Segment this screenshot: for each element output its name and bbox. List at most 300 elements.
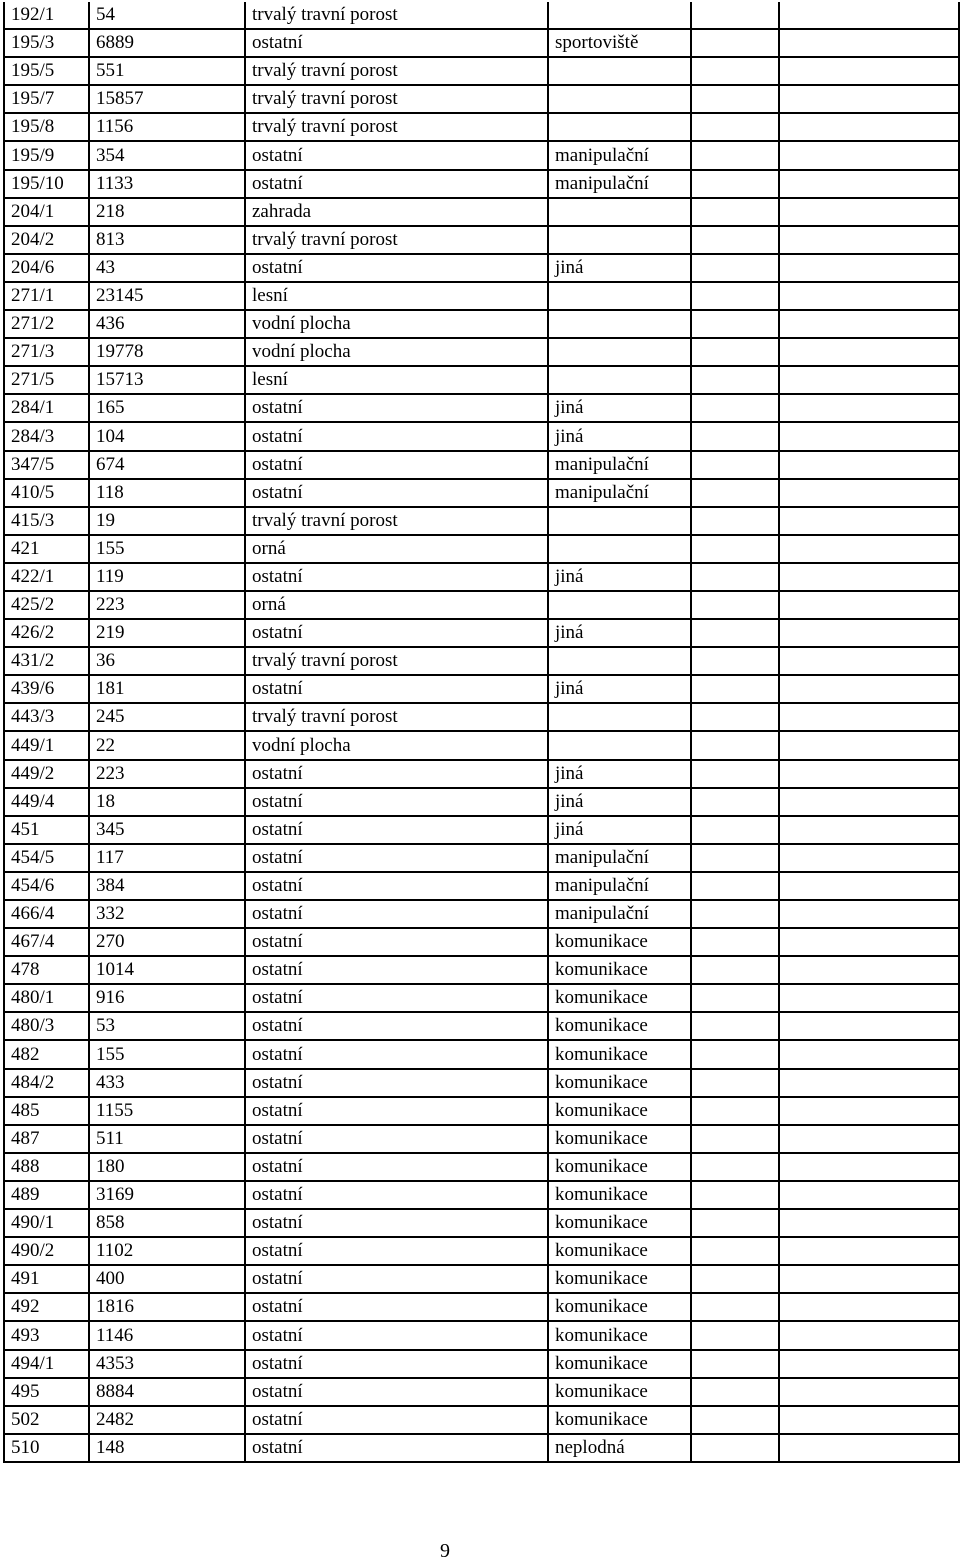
table-row: [4, 394, 959, 422]
area-cell: 19: [89, 507, 245, 535]
land-type-cell: ostatní: [245, 1181, 548, 1209]
table-row: [4, 422, 959, 450]
empty-cell: [691, 507, 779, 535]
empty-cell: [691, 29, 779, 57]
area-cell: 674: [89, 451, 245, 479]
area-cell: 384: [89, 872, 245, 900]
empty-cell: [779, 900, 959, 928]
area-cell: 15713: [89, 366, 245, 394]
parcel-number-cell: 425/2: [4, 591, 89, 619]
empty-cell: [779, 1125, 959, 1153]
land-type-cell: ostatní: [245, 422, 548, 450]
empty-cell: [779, 170, 959, 198]
parcel-number-cell: 478: [4, 956, 89, 984]
parcel-number-cell: 284/3: [4, 422, 89, 450]
land-type-cell: ostatní: [245, 254, 548, 282]
area-cell: 2482: [89, 1406, 245, 1434]
land-type-cell: ostatní: [245, 900, 548, 928]
land-type-cell: ostatní: [245, 1153, 548, 1181]
land-type-cell: ostatní: [245, 451, 548, 479]
parcel-number-cell: 466/4: [4, 900, 89, 928]
parcel-number-cell: 480/1: [4, 984, 89, 1012]
empty-cell: [691, 900, 779, 928]
land-type-cell: ostatní: [245, 29, 548, 57]
empty-cell: [691, 198, 779, 226]
land-use-cell: manipulační: [548, 451, 691, 479]
land-type-cell: ostatní: [245, 141, 548, 169]
empty-cell: [779, 2, 959, 29]
empty-cell: [691, 57, 779, 85]
empty-cell: [691, 338, 779, 366]
empty-cell: [691, 310, 779, 338]
land-type-cell: ostatní: [245, 1434, 548, 1462]
empty-cell: [779, 451, 959, 479]
table-row: [4, 760, 959, 788]
table-row: [4, 282, 959, 310]
area-cell: 345: [89, 816, 245, 844]
parcel-number-cell: 271/5: [4, 366, 89, 394]
land-type-cell: ostatní: [245, 1069, 548, 1097]
parcel-number-cell: 495: [4, 1378, 89, 1406]
empty-cell: [691, 1097, 779, 1125]
land-use-cell: [548, 647, 691, 675]
empty-cell: [691, 703, 779, 731]
land-use-cell: komunikace: [548, 1012, 691, 1040]
land-use-cell: jiná: [548, 254, 691, 282]
parcel-number-cell: 195/7: [4, 85, 89, 113]
parcel-number-cell: 195/8: [4, 113, 89, 141]
empty-cell: [691, 760, 779, 788]
land-use-cell: manipulační: [548, 141, 691, 169]
land-use-cell: jiná: [548, 675, 691, 703]
empty-cell: [779, 1406, 959, 1434]
empty-cell: [691, 1434, 779, 1462]
empty-cell: [779, 479, 959, 507]
parcel-number-cell: 489: [4, 1181, 89, 1209]
empty-cell: [691, 282, 779, 310]
area-cell: 117: [89, 844, 245, 872]
area-cell: 1133: [89, 170, 245, 198]
table-row: [4, 1350, 959, 1378]
land-use-cell: jiná: [548, 788, 691, 816]
empty-cell: [691, 1069, 779, 1097]
area-cell: 19778: [89, 338, 245, 366]
empty-cell: [691, 591, 779, 619]
area-cell: 436: [89, 310, 245, 338]
empty-cell: [691, 535, 779, 563]
area-cell: 916: [89, 984, 245, 1012]
parcel-number-cell: 493: [4, 1321, 89, 1349]
empty-cell: [779, 647, 959, 675]
land-type-cell: ostatní: [245, 1040, 548, 1068]
land-type-cell: ostatní: [245, 479, 548, 507]
land-use-cell: komunikace: [548, 1097, 691, 1125]
area-cell: 433: [89, 1069, 245, 1097]
empty-cell: [779, 310, 959, 338]
table-row: [4, 1434, 959, 1462]
table-row: [4, 1265, 959, 1293]
empty-cell: [779, 563, 959, 591]
area-cell: 119: [89, 563, 245, 591]
land-type-cell: trvalý travní porost: [245, 2, 548, 29]
empty-cell: [691, 1378, 779, 1406]
empty-cell: [691, 1209, 779, 1237]
land-type-cell: vodní plocha: [245, 731, 548, 759]
land-use-cell: [548, 113, 691, 141]
land-use-cell: komunikace: [548, 1321, 691, 1349]
parcel-number-cell: 195/5: [4, 57, 89, 85]
land-type-cell: trvalý travní porost: [245, 507, 548, 535]
parcel-number-cell: 490/2: [4, 1237, 89, 1265]
area-cell: 6889: [89, 29, 245, 57]
land-use-cell: jiná: [548, 422, 691, 450]
empty-cell: [779, 1069, 959, 1097]
land-use-cell: komunikace: [548, 1293, 691, 1321]
land-use-cell: komunikace: [548, 1265, 691, 1293]
parcel-number-cell: 422/1: [4, 563, 89, 591]
table-row: [4, 57, 959, 85]
empty-cell: [779, 1321, 959, 1349]
table-row: [4, 226, 959, 254]
empty-cell: [779, 338, 959, 366]
empty-cell: [779, 1012, 959, 1040]
parcel-number-cell: 490/1: [4, 1209, 89, 1237]
empty-cell: [779, 282, 959, 310]
empty-cell: [691, 1265, 779, 1293]
empty-cell: [691, 1125, 779, 1153]
empty-cell: [779, 1378, 959, 1406]
area-cell: 180: [89, 1153, 245, 1181]
parcel-number-cell: 347/5: [4, 451, 89, 479]
parcel-number-cell: 426/2: [4, 619, 89, 647]
table-row: [4, 1209, 959, 1237]
table-row: [4, 1153, 959, 1181]
table-row: [4, 619, 959, 647]
table-row: [4, 591, 959, 619]
land-type-cell: ostatní: [245, 563, 548, 591]
area-cell: 1102: [89, 1237, 245, 1265]
parcel-number-cell: 488: [4, 1153, 89, 1181]
area-cell: 223: [89, 760, 245, 788]
parcel-number-cell: 484/2: [4, 1069, 89, 1097]
land-use-cell: manipulační: [548, 872, 691, 900]
land-use-cell: manipulační: [548, 170, 691, 198]
area-cell: 118: [89, 479, 245, 507]
empty-cell: [691, 113, 779, 141]
page-number: 9: [440, 1540, 450, 1562]
parcel-number-cell: 410/5: [4, 479, 89, 507]
table-row: [4, 507, 959, 535]
land-type-cell: trvalý travní porost: [245, 113, 548, 141]
empty-cell: [691, 366, 779, 394]
table-row: [4, 1181, 959, 1209]
area-cell: 18: [89, 788, 245, 816]
table-row: [4, 1097, 959, 1125]
empty-cell: [779, 788, 959, 816]
parcel-number-cell: 502: [4, 1406, 89, 1434]
empty-cell: [691, 844, 779, 872]
parcel-number-cell: 195/10: [4, 170, 89, 198]
parcel-number-cell: 284/1: [4, 394, 89, 422]
land-type-cell: ostatní: [245, 844, 548, 872]
table-row: [4, 703, 959, 731]
empty-cell: [691, 619, 779, 647]
empty-cell: [691, 479, 779, 507]
parcel-number-cell: 271/3: [4, 338, 89, 366]
empty-cell: [779, 1181, 959, 1209]
table-row: [4, 1378, 959, 1406]
table-row: [4, 1040, 959, 1068]
parcel-number-cell: 204/1: [4, 198, 89, 226]
land-type-cell: ostatní: [245, 1237, 548, 1265]
area-cell: 354: [89, 141, 245, 169]
land-type-cell: ostatní: [245, 1097, 548, 1125]
area-cell: 148: [89, 1434, 245, 1462]
table-row: [4, 563, 959, 591]
land-use-cell: komunikace: [548, 1181, 691, 1209]
table-row: [4, 872, 959, 900]
empty-cell: [779, 254, 959, 282]
empty-cell: [691, 956, 779, 984]
land-use-cell: neplodná: [548, 1434, 691, 1462]
empty-cell: [691, 394, 779, 422]
land-type-cell: ostatní: [245, 1209, 548, 1237]
land-type-cell: ostatní: [245, 1293, 548, 1321]
parcel-number-cell: 271/2: [4, 310, 89, 338]
empty-cell: [691, 788, 779, 816]
empty-cell: [691, 1406, 779, 1434]
table-row: [4, 141, 959, 169]
empty-cell: [779, 984, 959, 1012]
empty-cell: [691, 1040, 779, 1068]
land-type-cell: vodní plocha: [245, 338, 548, 366]
empty-cell: [779, 956, 959, 984]
area-cell: 245: [89, 703, 245, 731]
area-cell: 15857: [89, 85, 245, 113]
land-type-cell: ostatní: [245, 816, 548, 844]
land-use-cell: jiná: [548, 619, 691, 647]
parcel-number-cell: 482: [4, 1040, 89, 1068]
area-cell: 165: [89, 394, 245, 422]
table-row: [4, 731, 959, 759]
table-row: [4, 675, 959, 703]
parcel-number-cell: 204/6: [4, 254, 89, 282]
empty-cell: [779, 394, 959, 422]
parcel-number-cell: 492: [4, 1293, 89, 1321]
land-use-cell: komunikace: [548, 1069, 691, 1097]
area-cell: 219: [89, 619, 245, 647]
parcel-number-cell: 494/1: [4, 1350, 89, 1378]
area-cell: 218: [89, 198, 245, 226]
parcel-number-cell: 415/3: [4, 507, 89, 535]
table-row: [4, 310, 959, 338]
parcel-number-cell: 485: [4, 1097, 89, 1125]
land-type-cell: ostatní: [245, 619, 548, 647]
area-cell: 23145: [89, 282, 245, 310]
parcel-number-cell: 271/1: [4, 282, 89, 310]
area-cell: 3169: [89, 1181, 245, 1209]
area-cell: 858: [89, 1209, 245, 1237]
table-row: [4, 844, 959, 872]
parcel-number-cell: 443/3: [4, 703, 89, 731]
empty-cell: [779, 85, 959, 113]
area-cell: 8884: [89, 1378, 245, 1406]
area-cell: 270: [89, 928, 245, 956]
land-use-cell: manipulační: [548, 844, 691, 872]
land-use-cell: [548, 226, 691, 254]
empty-cell: [691, 2, 779, 29]
land-type-cell: lesní: [245, 282, 548, 310]
land-use-cell: komunikace: [548, 956, 691, 984]
parcel-number-cell: 431/2: [4, 647, 89, 675]
table-row: [4, 170, 959, 198]
area-cell: 1155: [89, 1097, 245, 1125]
land-use-cell: manipulační: [548, 479, 691, 507]
empty-cell: [779, 760, 959, 788]
empty-cell: [691, 563, 779, 591]
area-cell: 155: [89, 1040, 245, 1068]
parcel-number-cell: 454/5: [4, 844, 89, 872]
area-cell: 1156: [89, 113, 245, 141]
land-type-cell: orná: [245, 591, 548, 619]
land-use-cell: jiná: [548, 563, 691, 591]
parcel-table: [3, 2, 960, 1463]
empty-cell: [691, 816, 779, 844]
table-row: [4, 254, 959, 282]
empty-cell: [691, 984, 779, 1012]
land-use-cell: [548, 703, 691, 731]
parcel-number-cell: 454/6: [4, 872, 89, 900]
area-cell: 155: [89, 535, 245, 563]
parcel-number-cell: 487: [4, 1125, 89, 1153]
empty-cell: [691, 1012, 779, 1040]
land-use-cell: [548, 591, 691, 619]
land-type-cell: ostatní: [245, 956, 548, 984]
table-row: [4, 2, 959, 29]
land-use-cell: [548, 366, 691, 394]
empty-cell: [779, 816, 959, 844]
empty-cell: [779, 844, 959, 872]
land-type-cell: ostatní: [245, 760, 548, 788]
area-cell: 4353: [89, 1350, 245, 1378]
area-cell: 36: [89, 647, 245, 675]
area-cell: 551: [89, 57, 245, 85]
land-type-cell: trvalý travní porost: [245, 57, 548, 85]
empty-cell: [691, 928, 779, 956]
area-cell: 1816: [89, 1293, 245, 1321]
table-row: [4, 338, 959, 366]
parcel-number-cell: 204/2: [4, 226, 89, 254]
empty-cell: [779, 422, 959, 450]
empty-cell: [691, 85, 779, 113]
empty-cell: [779, 141, 959, 169]
land-use-cell: komunikace: [548, 984, 691, 1012]
table-row: [4, 647, 959, 675]
table-row: [4, 366, 959, 394]
empty-cell: [779, 366, 959, 394]
area-cell: 813: [89, 226, 245, 254]
land-use-cell: sportoviště: [548, 29, 691, 57]
land-type-cell: ostatní: [245, 872, 548, 900]
land-type-cell: ostatní: [245, 170, 548, 198]
land-use-cell: [548, 731, 691, 759]
area-cell: 332: [89, 900, 245, 928]
empty-cell: [691, 1153, 779, 1181]
empty-cell: [779, 198, 959, 226]
land-use-cell: [548, 85, 691, 113]
empty-cell: [779, 619, 959, 647]
empty-cell: [691, 1321, 779, 1349]
empty-cell: [779, 1097, 959, 1125]
land-use-cell: manipulační: [548, 900, 691, 928]
empty-cell: [779, 29, 959, 57]
land-use-cell: komunikace: [548, 1125, 691, 1153]
parcel-number-cell: 467/4: [4, 928, 89, 956]
land-use-cell: [548, 282, 691, 310]
land-type-cell: trvalý travní porost: [245, 703, 548, 731]
table-row: [4, 113, 959, 141]
land-use-cell: jiná: [548, 816, 691, 844]
land-use-cell: jiná: [548, 760, 691, 788]
empty-cell: [779, 535, 959, 563]
parcel-number-cell: 192/1: [4, 2, 89, 29]
empty-cell: [691, 675, 779, 703]
land-use-cell: [548, 535, 691, 563]
land-use-cell: komunikace: [548, 1040, 691, 1068]
area-cell: 104: [89, 422, 245, 450]
land-type-cell: ostatní: [245, 1012, 548, 1040]
parcel-number-cell: 449/1: [4, 731, 89, 759]
land-type-cell: ostatní: [245, 394, 548, 422]
empty-cell: [779, 1350, 959, 1378]
land-type-cell: ostatní: [245, 675, 548, 703]
land-use-cell: komunikace: [548, 928, 691, 956]
land-type-cell: ostatní: [245, 1265, 548, 1293]
empty-cell: [779, 1434, 959, 1462]
table-row: [4, 1012, 959, 1040]
empty-cell: [691, 422, 779, 450]
land-type-cell: trvalý travní porost: [245, 226, 548, 254]
table-row: [4, 1406, 959, 1434]
area-cell: 54: [89, 2, 245, 29]
land-use-cell: komunikace: [548, 1350, 691, 1378]
empty-cell: [691, 1293, 779, 1321]
land-use-cell: komunikace: [548, 1378, 691, 1406]
parcel-number-cell: 195/3: [4, 29, 89, 57]
land-type-cell: vodní plocha: [245, 310, 548, 338]
empty-cell: [779, 731, 959, 759]
empty-cell: [691, 170, 779, 198]
parcel-number-cell: 421: [4, 535, 89, 563]
empty-cell: [779, 113, 959, 141]
empty-cell: [779, 57, 959, 85]
table-row: [4, 479, 959, 507]
parcel-number-cell: 195/9: [4, 141, 89, 169]
empty-cell: [779, 507, 959, 535]
land-type-cell: ostatní: [245, 984, 548, 1012]
table-row: [4, 1125, 959, 1153]
empty-cell: [691, 731, 779, 759]
parcel-number-cell: 439/6: [4, 675, 89, 703]
empty-cell: [691, 254, 779, 282]
empty-cell: [779, 1153, 959, 1181]
table-row: [4, 1293, 959, 1321]
table-row: [4, 956, 959, 984]
empty-cell: [779, 675, 959, 703]
parcel-number-cell: 451: [4, 816, 89, 844]
empty-cell: [779, 703, 959, 731]
land-use-cell: [548, 507, 691, 535]
